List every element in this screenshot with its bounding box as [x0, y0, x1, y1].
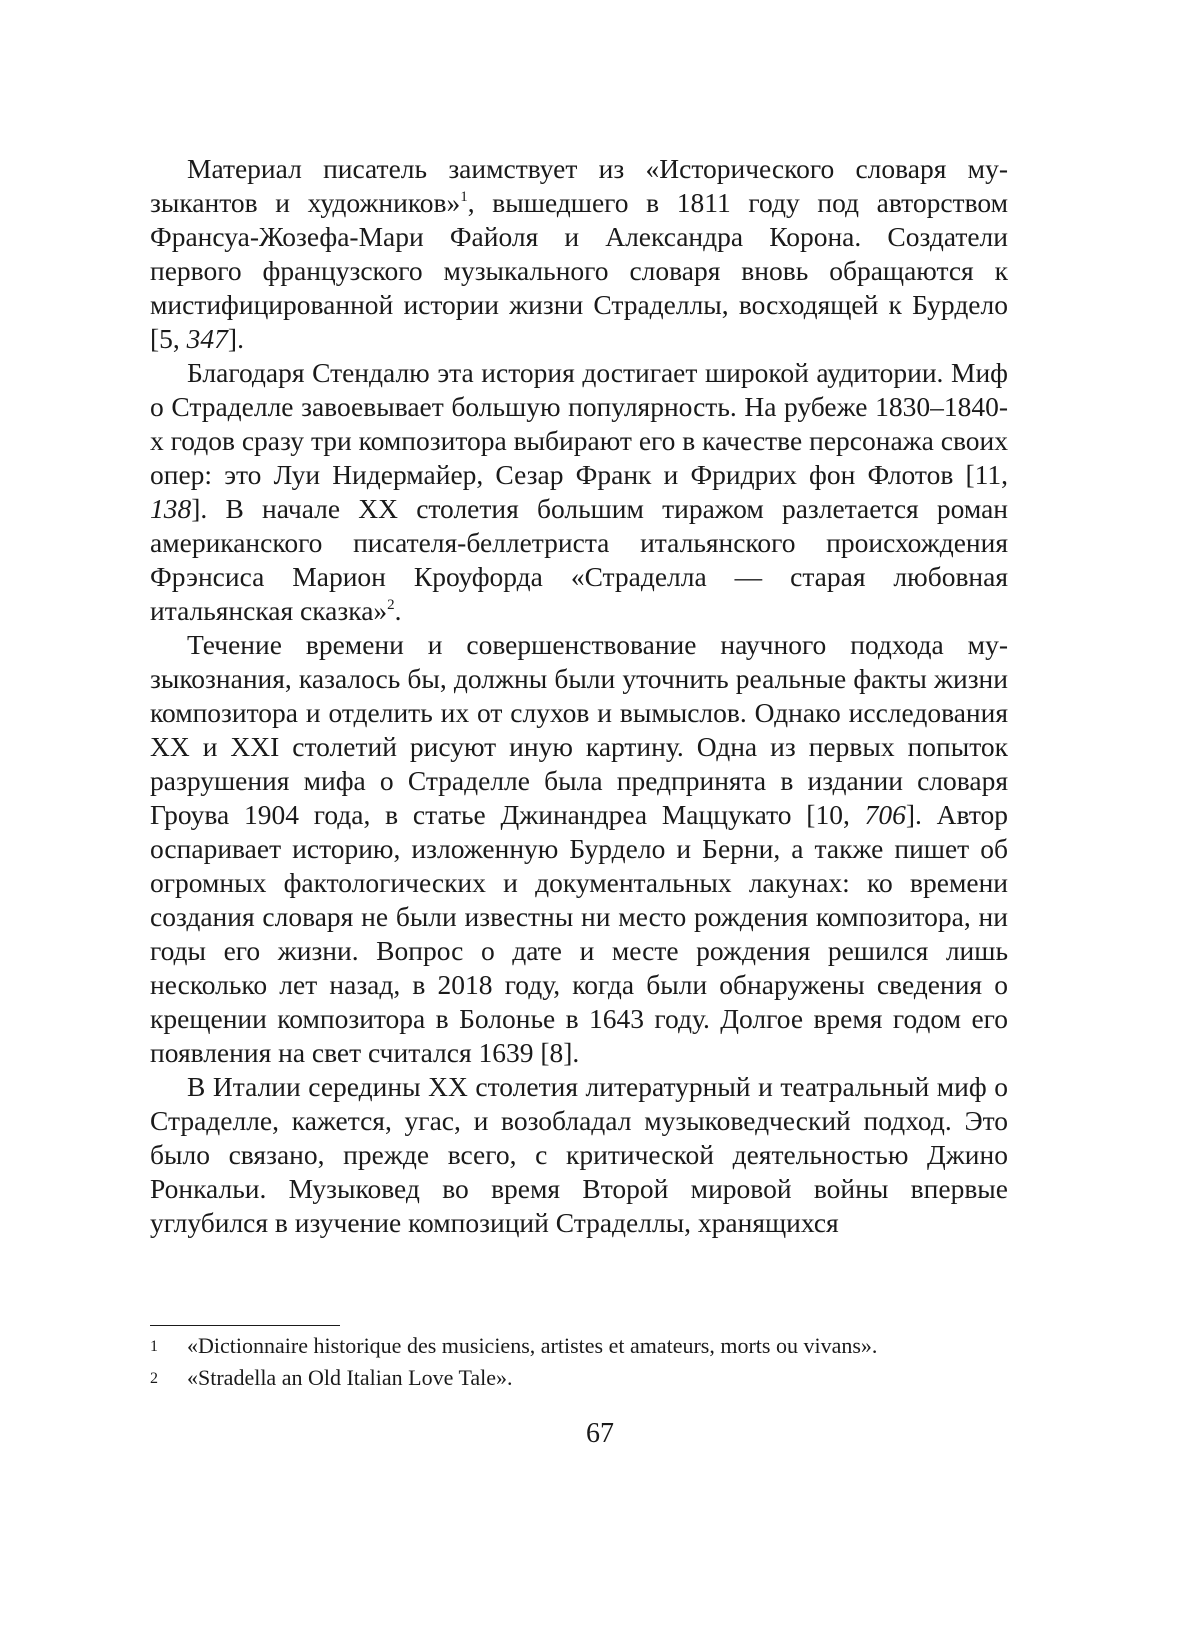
page-ref: 138 [150, 493, 192, 524]
text-run: ]. Автор оспаривает историю, изложенную Бурдело и Берни, а также пишет об огромных фактологических и документальных лакунах: ко времени создания словаря не были известны ни место рождения композитора, ни годы его жизни. Вопрос о дате и месте рождения решился лишь несколько лет назад, в 2018 году, когда были обнаружены сведения о крещении композитора в Болонье в 1643 году. Долгое время годом его появления на свет считался 1639 [8]. [150, 799, 1008, 1068]
footnote-text: «Dictionnaire historique des musiciens, artistes et amateurs, morts ou vivans». [187, 1333, 878, 1358]
paragraph-3 [150, 628, 1008, 1070]
main-text [150, 152, 1008, 1240]
footnote-number: 1 [150, 1338, 158, 1355]
footnote-ref-1: 1 [460, 189, 468, 205]
text-run: . [394, 595, 402, 626]
text-run: ]. В начале XX столетия большим тиражом разлетается роман американского писателя-беллетриста итальянского происхождения Фрэнсиса Марион Кроуфорда «Страделла — старая любовная итальянская сказка» [150, 493, 1008, 626]
text-run: Течение времени и совершенствование научного подхода музыкознания, казалось бы, должны были уточнить реальные факты жизни композитора и отделить их от слухов и вымыслов. Однако исследования XX и XXI столетий рисуют иную картину. Одна из первых попыток разрушения мифа о Страделле была предпринята в издании словаря Гроува 1904 года, в статье Джинандреа Маццукато [10, [150, 629, 1008, 830]
paragraph-2 [150, 356, 1008, 628]
text-run: В Италии середины XX столетия литературный и театральный миф о Страделле, кажется, угас, и возобладал музыковедческий подход. Это было связано, прежде всего, с критической деятельностью Джино Ронкальи. Музыковед во время Второй мировой войны впервые углубился в изучение композиций Страделлы, хранящихся [150, 1071, 1008, 1238]
text-run: Благодаря Стендалю эта история достигает широкой аудитории. Миф о Страделле завоевывает большую популярность. На рубеже 1830–1840-х годов сразу три композитора выбирают его в качестве персонажа своих опер: это Луи Нидермайер, Сезар Франк и Фридрих фон Флотов [11, [150, 357, 1008, 490]
text-run: , вышедшего в 1811 году под авторством Франсуа-Жозефа-Мари Файоля и Александра Корона. Создатели первого французского музыкального словаря вновь обращаются к мистифицированной истории жизни Страделлы, восходящей к Бурдело [5, [150, 187, 1008, 354]
footnote-text: «Stradella an Old Italian Love Tale». [187, 1365, 513, 1390]
page-ref: 706 [864, 799, 906, 830]
footnote-ref-2: 2 [387, 597, 395, 613]
text-run: ]. [227, 323, 244, 354]
paragraph-1 [150, 152, 1008, 356]
footnote-1 [150, 1330, 1008, 1362]
page-ref: 347 [186, 323, 228, 354]
footnote-divider [150, 1325, 340, 1326]
page-number: 67 [586, 1418, 614, 1449]
footnote-number: 2 [150, 1370, 158, 1387]
text-run: Материал писатель заимствует из «Исторического словаря музыкантов и художников» [150, 153, 1008, 218]
footnote-2 [150, 1362, 1008, 1394]
paragraph-4 [150, 1070, 1008, 1240]
footnotes [150, 1330, 1008, 1394]
